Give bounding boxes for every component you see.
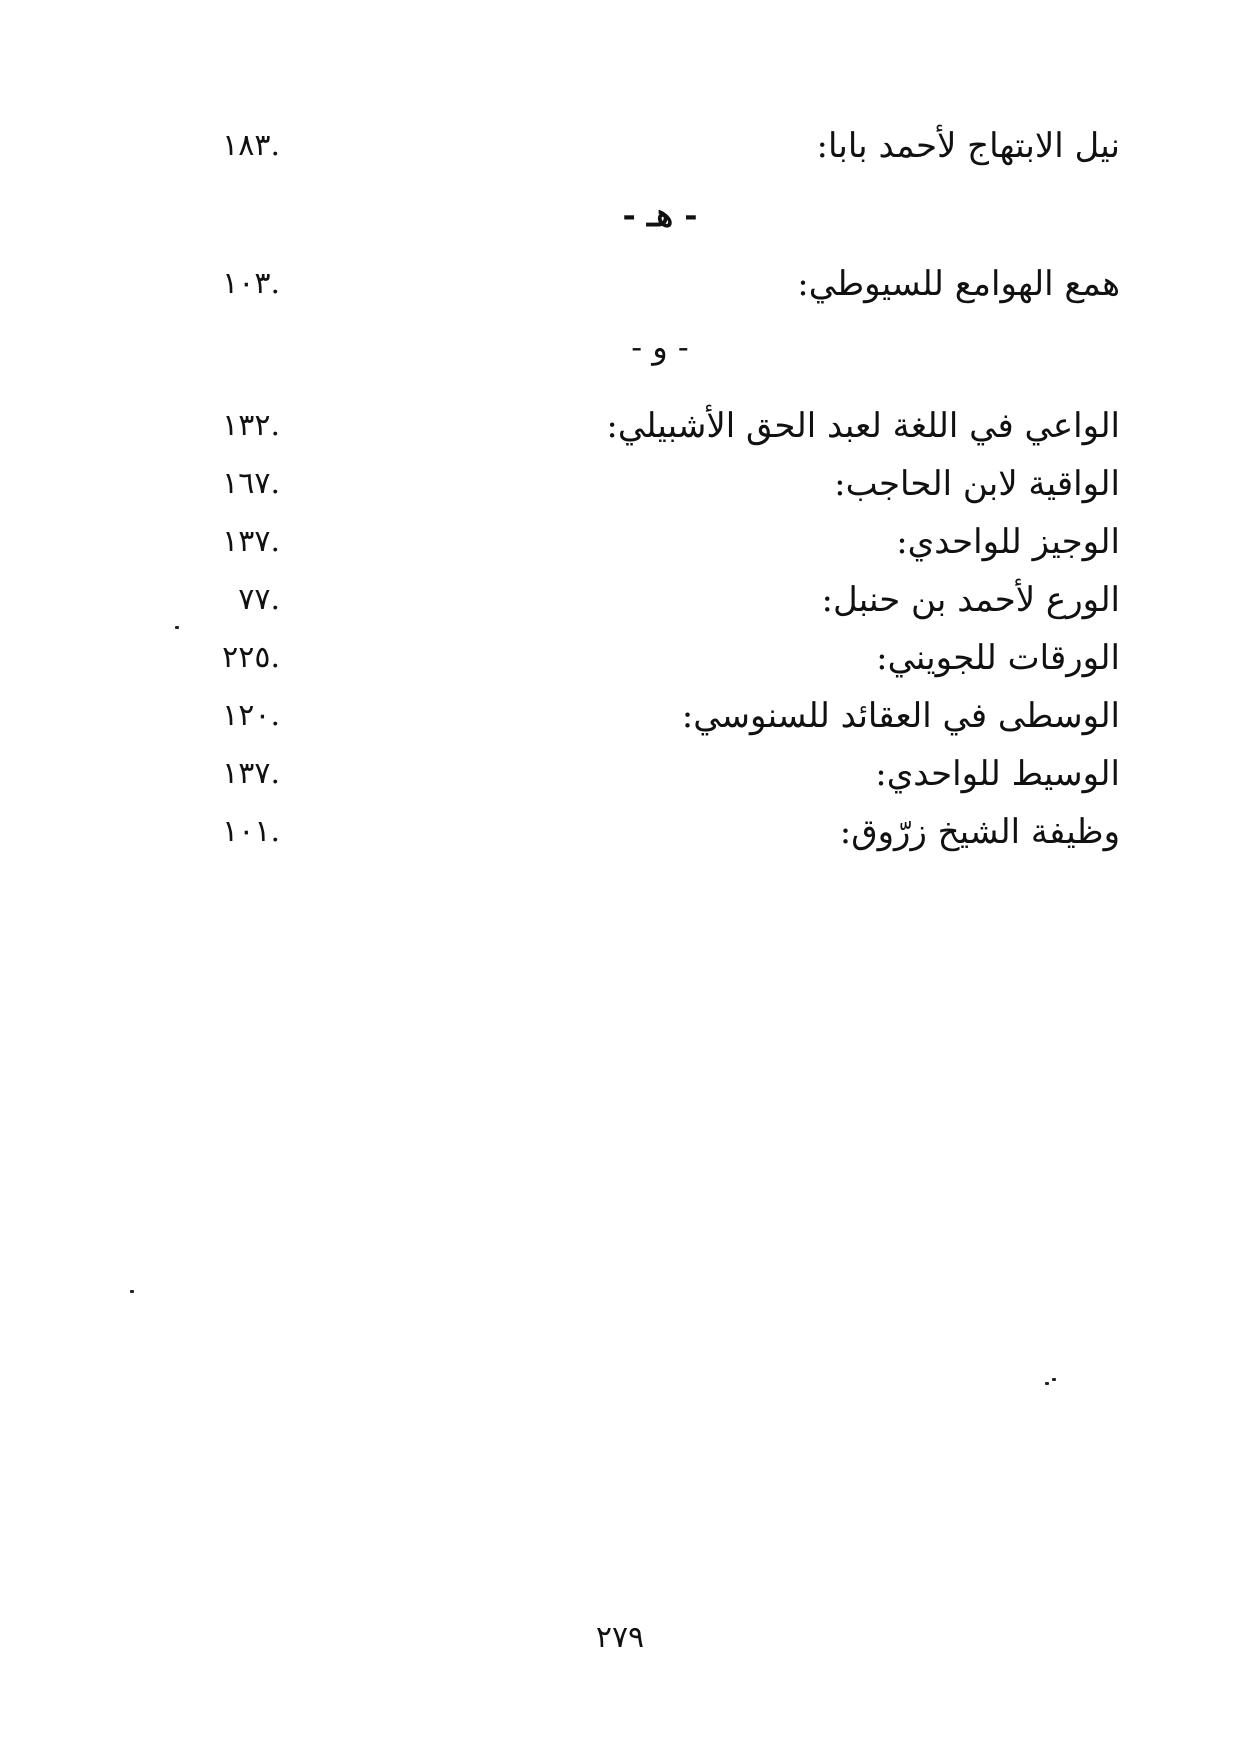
entry-title: وظيفة الشيخ زرّوق: — [839, 812, 1120, 852]
section-heading-waw: - و - — [631, 328, 689, 366]
index-entry — [0, 688, 1240, 744]
scan-speck — [1045, 1382, 1049, 1385]
page-number: ٢٧٩ — [595, 1620, 645, 1655]
entry-title: الواقية لابن الحاجب: — [834, 464, 1120, 504]
entry-title: الورع لأحمد بن حنبل: — [821, 580, 1120, 620]
entry-page: .١٣٧ — [222, 524, 280, 559]
entry-title: الوسطى في العقائد للسنوسي: — [681, 696, 1120, 736]
section-heading-ha: - هـ - — [622, 196, 698, 234]
scan-speck — [175, 626, 179, 629]
index-entry — [0, 746, 1240, 802]
entry-title: همع الهوامع للسيوطي: — [797, 264, 1120, 304]
entry-title: الواعي في اللغة لعبد الحق الأشبيلي: — [606, 406, 1120, 446]
entry-title: الورقات للجويني: — [876, 638, 1120, 678]
index-entry — [0, 118, 1240, 174]
index-entry — [0, 804, 1240, 860]
index-entry — [0, 630, 1240, 686]
index-entry — [0, 256, 1240, 312]
index-entry — [0, 514, 1240, 570]
entry-page: .٢٢٥ — [222, 640, 280, 675]
index-entry — [0, 456, 1240, 512]
scan-speck — [1052, 1378, 1056, 1381]
index-entry — [0, 398, 1240, 454]
entry-page: .١٠٣ — [222, 266, 280, 301]
entry-page: .١٢٠ — [222, 698, 280, 733]
scan-speck — [130, 1290, 134, 1293]
entry-page: .١٣٢ — [222, 408, 280, 443]
index-entry — [0, 572, 1240, 628]
entry-page: .١٣٧ — [222, 756, 280, 791]
entry-page: .١٠١ — [222, 814, 280, 849]
entry-page: .١٨٣ — [222, 128, 280, 163]
entry-page: .٧٧ — [238, 582, 280, 617]
entry-title: الوجيز للواحدي: — [896, 522, 1120, 562]
entry-page: .١٦٧ — [222, 466, 280, 501]
entry-title: الوسيط للواحدي: — [875, 754, 1120, 794]
entry-title: نيل الابتهاج لأحمد بابا: — [816, 126, 1120, 166]
